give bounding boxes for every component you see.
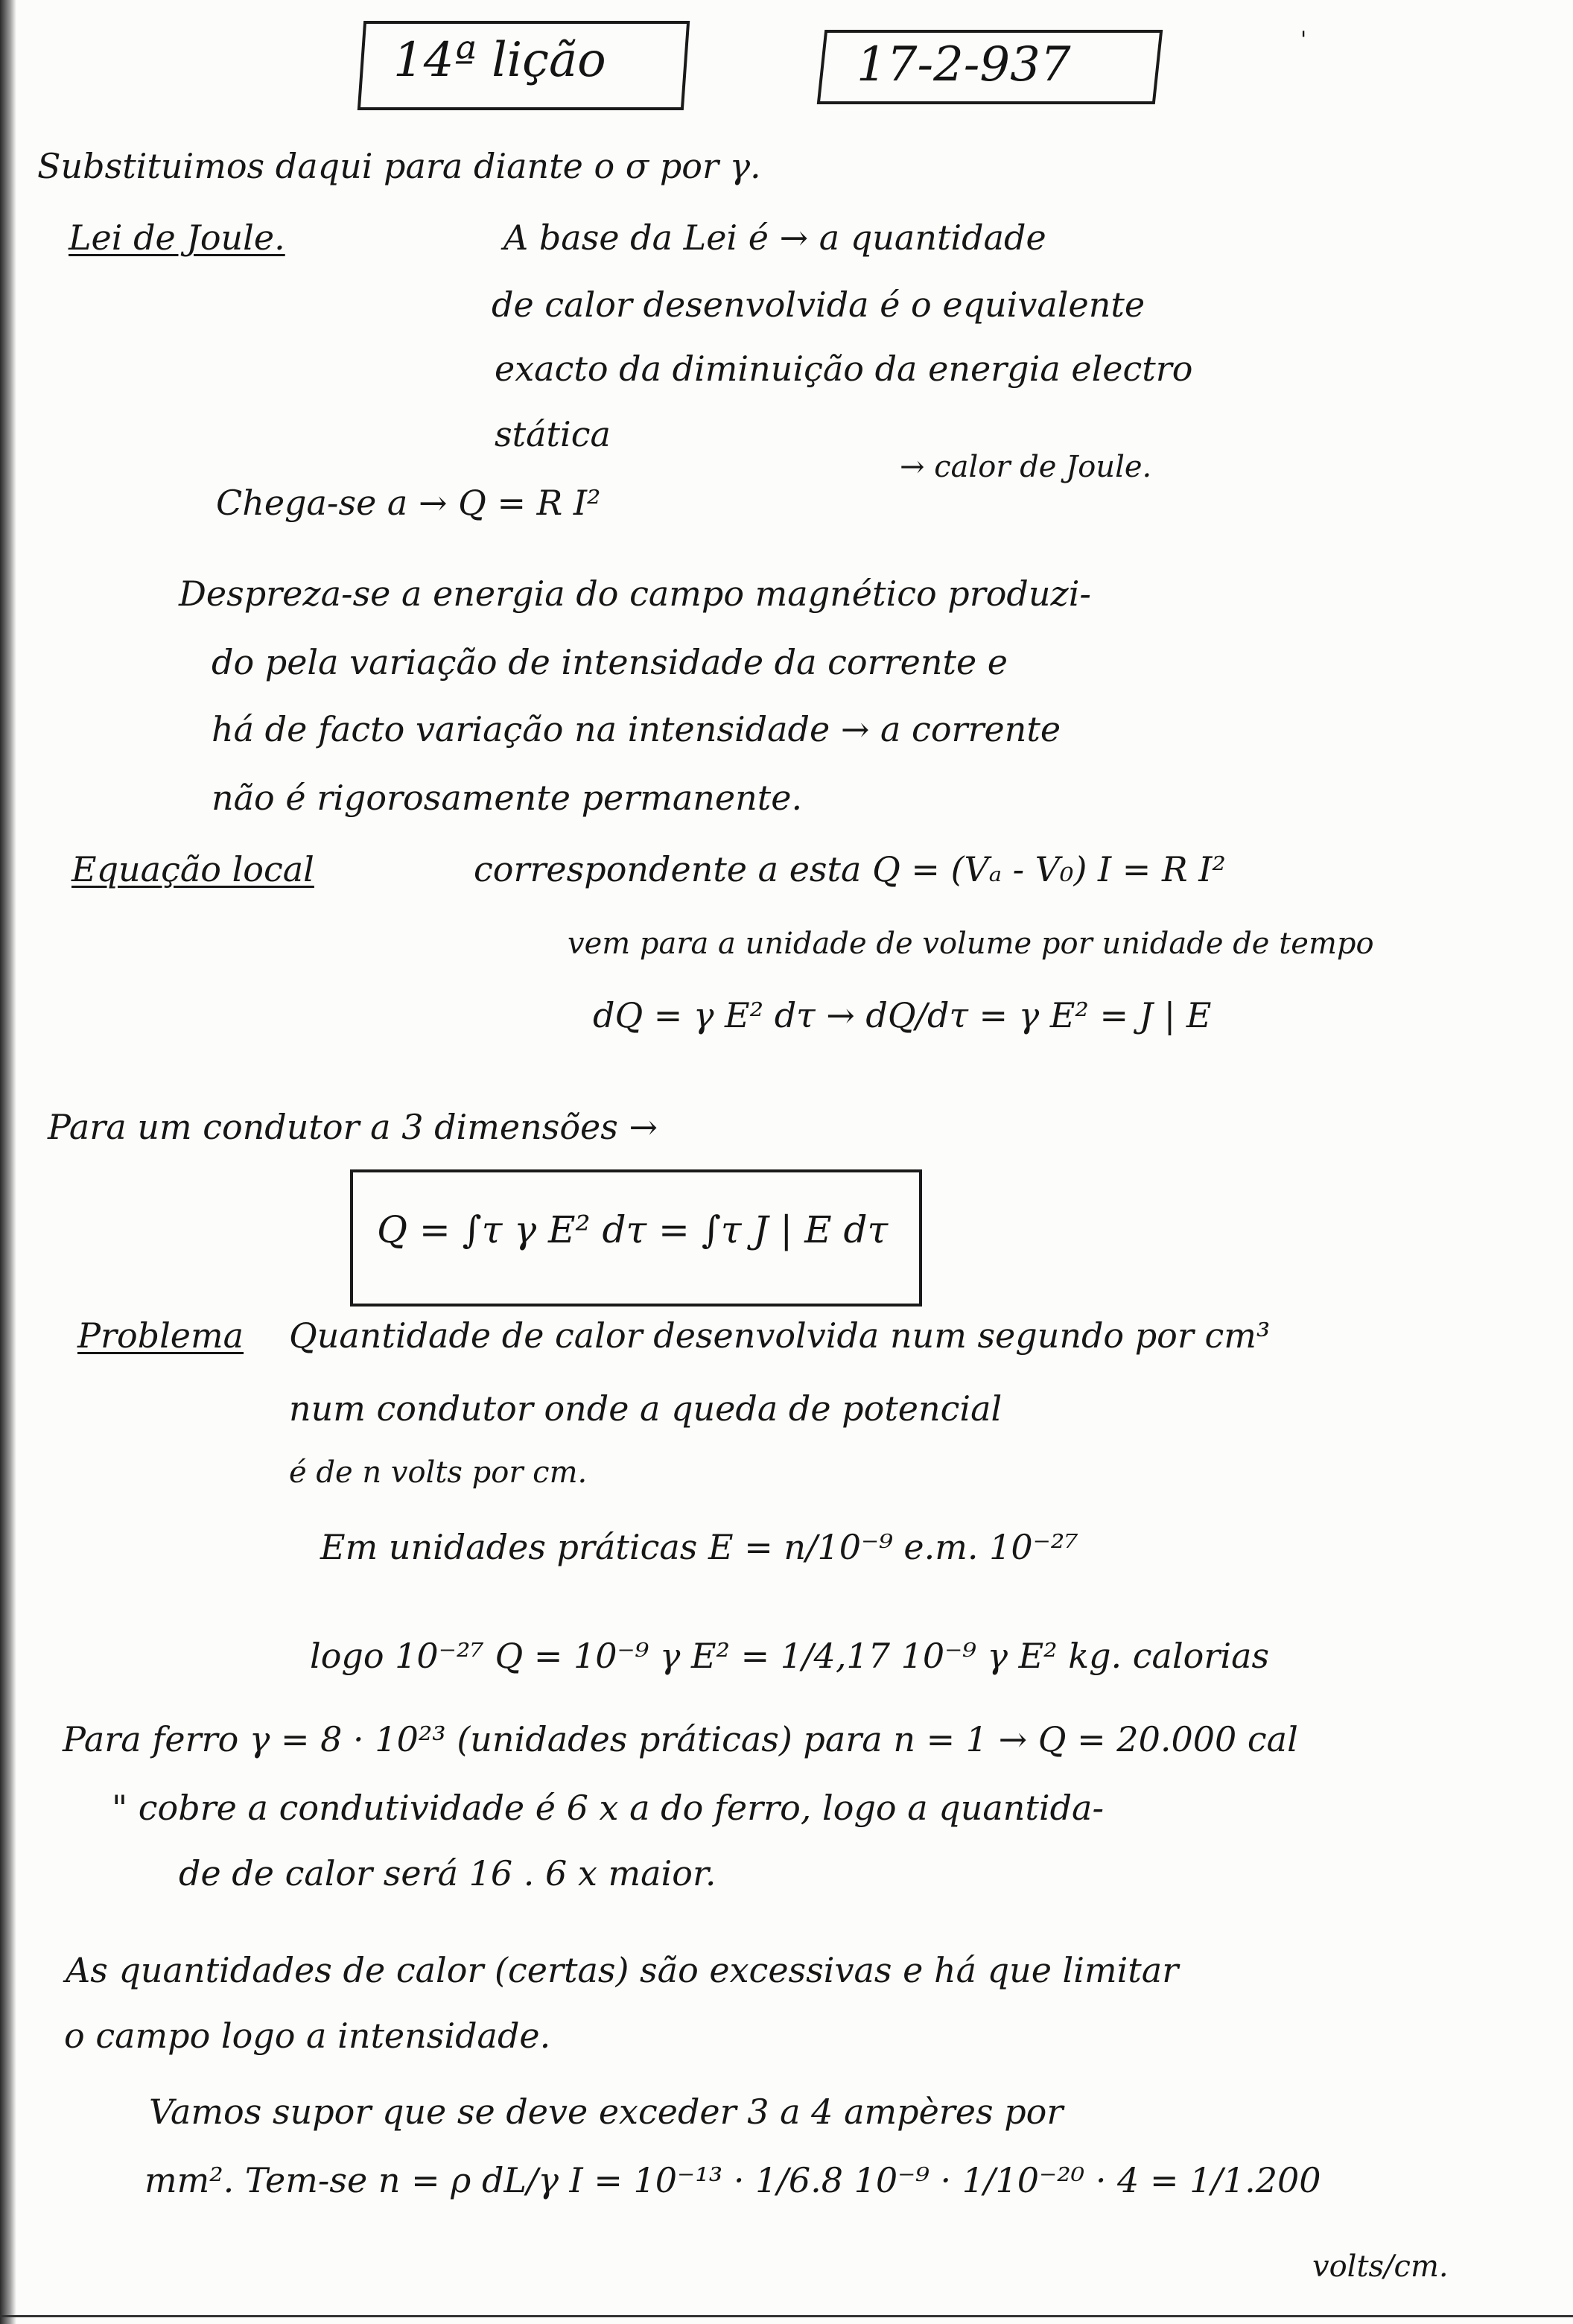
equation-dq: dQ = γ E² dτ → dQ/dτ = γ E² = J | E <box>593 995 1212 1035</box>
line-quantidades-excessivas: As quantidades de calor (certas) são excessivas e há que limitar <box>66 1950 1179 1990</box>
line-unidades-praticas: Em unidades práticas E = n/10⁻⁹ e.m. 10⁻²⁷ <box>320 1527 1078 1567</box>
lesson-date: 17-2-937 <box>857 37 1071 92</box>
line-variacao: do pela variação de intensidade da corrente e <box>212 642 1008 682</box>
line-nao-permanente: não é rigorosamente permanente. <box>212 778 803 818</box>
integral-equation: Q = ∫τ γ E² dτ = ∫τ J | E dτ <box>377 1208 889 1251</box>
line-substitution: Substituimos daqui para diante o σ por γ. <box>37 146 761 186</box>
line-exacto-diminuicao: exacto da diminuição da energia electro <box>495 349 1193 389</box>
line-n-volts: é de n volts por cm. <box>289 1455 588 1490</box>
line-chega-se: Chega-se a → Q = R I² <box>216 483 601 523</box>
lesson-title: 14ª lição <box>393 33 606 88</box>
line-vamos-supor: Vamos supor que se deve exceder 3 a 4 ampères por <box>149 2092 1064 2132</box>
stray-mark: ' <box>1300 27 1307 53</box>
line-campo-intensidade: o campo logo a intensidade. <box>64 2016 551 2056</box>
line-despreza: Despreza-se a energia do campo magnético produzi- <box>179 574 1091 614</box>
line-calor-maior: de de calor será 16 . 6 x maior. <box>179 1853 716 1893</box>
page-binding-edge <box>0 0 16 2324</box>
line-statica: stática <box>495 414 611 454</box>
line-unidade-volume: vem para a unidade de volume por unidade de tempo <box>568 927 1374 961</box>
heading-equacao-local: Equação local <box>72 849 314 889</box>
line-facto-variacao: há de facto variação na intensidade → a corrente <box>212 709 1061 749</box>
line-calor-desenvolvida: de calor desenvolvida é o equivalente <box>492 285 1145 325</box>
line-correspondente: correspondente a esta Q = (Vₐ - V₀) I = R I² <box>474 849 1226 889</box>
heading-problema: Problema <box>77 1315 244 1356</box>
line-condutor-queda: num condutor onde a queda de potencial <box>289 1388 1002 1429</box>
page-bottom-edge <box>0 2315 1573 2317</box>
line-logo: logo 10⁻²⁷ Q = 10⁻⁹ γ E² = 1/4,17 10⁻⁹ γ E² kg. calorias <box>310 1636 1270 1676</box>
line-cobre: " cobre a condutividade é 6 x a do ferro, logo a quantida- <box>112 1788 1105 1828</box>
line-tres-dimensoes: Para um condutor a 3 dimensões → <box>48 1107 658 1147</box>
heading-lei-de-joule: Lei de Joule. <box>69 218 285 258</box>
line-volts-cm: volts/cm. <box>1312 2250 1449 2284</box>
line-tem-se: mm². Tem-se n = ρ dL/γ I = 10⁻¹³ · 1/6.8 10⁻⁹ · 1/10⁻²⁰ · 4 = 1/1.200 <box>144 2160 1321 2200</box>
line-base-da-lei: A base da Lei é → a quantidade <box>503 218 1046 258</box>
line-quantidade-calor: Quantidade de calor desenvolvida num segundo por cm³ <box>289 1315 1271 1356</box>
note-calor-de-joule: → calor de Joule. <box>900 450 1152 484</box>
line-para-ferro: Para ferro γ = 8 · 10²³ (unidades práticas) para n = 1 → Q = 20.000 cal <box>63 1719 1298 1759</box>
